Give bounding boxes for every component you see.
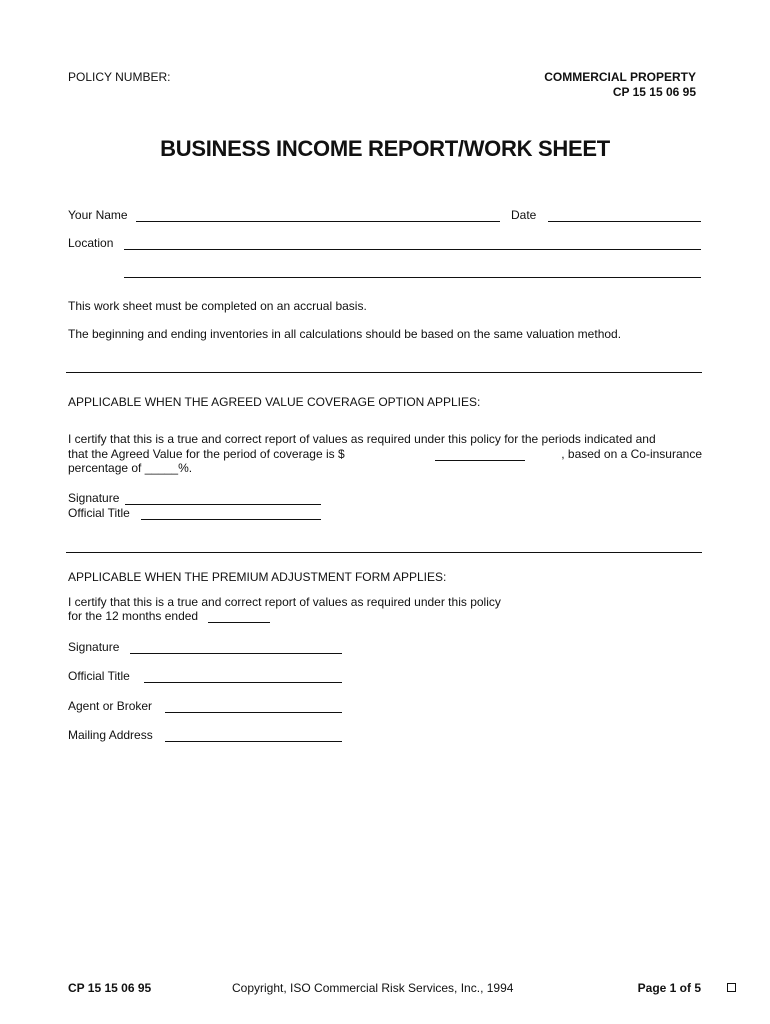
location-label: Location <box>68 236 114 250</box>
premium-title-label: Official Title <box>68 669 130 683</box>
agreed-value-cert-line1: I certify that this is a true and correct report of values as required under this policy for the periods indicated and <box>68 432 656 446</box>
page-title: BUSINESS INCOME REPORT/WORK SHEET <box>160 136 610 161</box>
location-field-line1[interactable] <box>124 249 701 250</box>
line-of-business: COMMERCIAL PROPERTY <box>544 70 696 84</box>
instruction-accrual: This work sheet must be completed on an accrual basis. <box>68 299 367 313</box>
agreed-value-amount-field[interactable] <box>435 460 525 461</box>
agreed-value-cert-line2b: , based on a Co-insurance <box>561 447 702 461</box>
form-number-header: CP 15 15 06 95 <box>612 85 696 99</box>
agreed-value-cert-line2a: that the Agreed Value for the period of coverage is $ <box>68 447 345 461</box>
months-ended-field[interactable] <box>208 622 270 623</box>
policy-number-label: POLICY NUMBER: <box>68 70 171 84</box>
your-name-label: Your Name <box>68 208 128 222</box>
agent-broker-label: Agent or Broker <box>68 699 153 713</box>
location-field-line2[interactable] <box>124 277 701 278</box>
mailing-address-field[interactable] <box>165 741 342 742</box>
agreed-value-heading: APPLICABLE WHEN THE AGREED VALUE COVERAGE OPTION APPLIES: <box>68 395 481 409</box>
agent-broker-field[interactable] <box>165 712 342 713</box>
premium-signature-label: Signature <box>68 640 120 654</box>
agreed-value-signature-label: Signature <box>68 491 120 505</box>
date-label: Date <box>511 208 537 222</box>
mailing-address-label: Mailing Address <box>68 728 153 742</box>
section-divider <box>66 372 702 373</box>
premium-adjustment-cert-line2: for the 12 months ended <box>68 609 199 623</box>
instruction-inventories: The beginning and ending inventories in all calculations should be based on the same valuation method. <box>68 327 622 341</box>
premium-title-field[interactable] <box>144 682 342 683</box>
agreed-value-title-label: Official Title <box>68 506 130 520</box>
premium-adjustment-cert-line1: I certify that this is a true and correct report of values as required under this policy <box>68 595 501 609</box>
agreed-value-signature-field[interactable] <box>125 504 321 505</box>
premium-signature-field[interactable] <box>130 653 342 654</box>
your-name-field[interactable] <box>136 221 500 222</box>
footer-page-number: Page 1 of 5 <box>637 981 701 995</box>
section-divider <box>66 552 702 553</box>
premium-adjustment-heading: APPLICABLE WHEN THE PREMIUM ADJUSTMENT FORM APPLIES: <box>68 570 447 584</box>
footer-form-number: CP 15 15 06 95 <box>68 981 152 995</box>
agreed-value-title-field[interactable] <box>141 519 321 520</box>
footer-checkbox-icon <box>727 983 736 992</box>
date-field[interactable] <box>548 221 701 222</box>
agreed-value-coinsurance-percentage: percentage of _____%. <box>68 461 193 475</box>
footer-copyright: Copyright, ISO Commercial Risk Services, Inc., 1994 <box>232 981 514 995</box>
